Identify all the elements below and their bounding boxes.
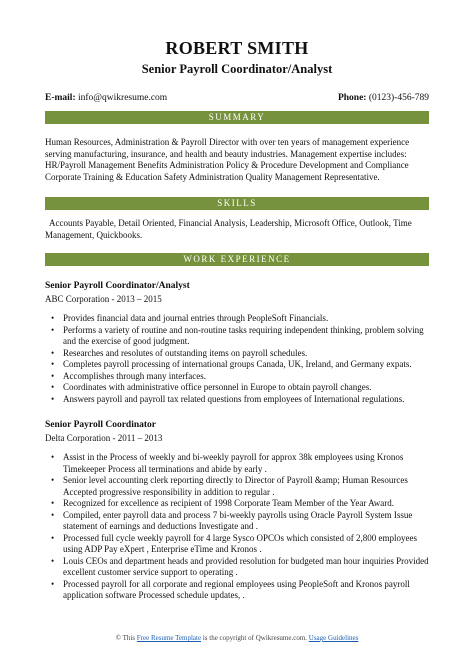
job-bullet-list [45,313,429,405]
job-company-dates: ABC Corporation - 2013 – 2015 [45,294,162,304]
job-company-dates: Delta Corporation - 2011 – 2013 [45,433,163,443]
skills-section-header: SKILLS [45,197,429,210]
work-experience-section-header: WORK EXPERIENCE [45,253,429,266]
list-item: • Accomplishes through many interfaces. [45,371,429,383]
summary-section-header: SUMMARY [45,111,429,124]
email-value[interactable]: info@qwikresume.com [77,93,168,103]
contact-row [45,93,429,107]
list-item: • Louis CEOs and department heads and provided resolution for budgeted man hour inquiries Provided excellent customer service support to operating . [45,556,429,579]
email-block [45,93,167,103]
free-resume-template-link[interactable]: Free Resume Template [136,634,202,642]
list-item: • Recognized for excellence as recipient of 1998 Corporate Team Member of the Year Award. [45,498,429,510]
list-item: • Researches and resolutes of outstanding items on payroll schedules. [45,348,429,360]
usage-guidelines-link[interactable]: Usage Guidelines [308,634,359,642]
job-title: Senior Payroll Coordinator [45,420,157,430]
candidate-name: ROBERT SMITH [165,38,309,58]
summary-text: Human Resources, Administration & Payroll Director with over ten years of management experience serving manufacturing, insurance, and health and beauty industries. Management expertise includes: HR/Payroll Management Benefits Administration Policy & Procedure Development and Compliance Corporate Training & Education Safety Administration Quality Management Representative. [45,137,410,182]
job-title: Senior Payroll Coordinator/Analyst [45,281,190,291]
job-bullet-list [45,452,429,602]
skills-text: Accounts Payable, Detail Oriented, Financial Analysis, Leadership, Microsoft Office, Outlook, Time Management, Quickbooks. [45,218,412,240]
list-item: • Coordinates with administrative office personnel in Europe to obtain payroll changes. [45,382,429,394]
list-item: • Answers payroll and payroll tax related questions from employees of International regulations. [45,394,429,406]
list-item: • Completes payroll processing of international groups Canada, UK, Ireland, and Germany expats. [45,359,429,371]
list-item: • Processed full cycle weekly payroll for 4 large Sysco OPCOs which consisted of 2,800 employees using ADP Pay eXpert , Enterprise eTime and Kronos . [45,533,429,556]
phone-block [338,93,429,103]
list-item: • Senior level accounting clerk reporting directly to Director of Payroll &amp; Human Resources Accepted progressive responsibility in addition to regular . [45,475,429,498]
list-item: • Assist in the Process of weekly and bi-weekly payroll for approx 38k employees using Kronos Timekeeper Process all terminations and abide by early . [45,452,429,475]
phone-label: Phone: [337,93,367,103]
list-item: • Provides financial data and journal entries through PeopleSoft Financials. [45,313,429,325]
copyright-footer [0,634,474,642]
email-label: E-mail: [45,93,76,103]
list-item: • Processed payroll for all corporate and regional employees using PeopleSoft and Kronos payroll application software Processed schedule updates, . [45,579,429,602]
candidate-title: Senior Payroll Coordinator/Analyst [141,62,333,76]
list-item: • Performs a variety of routine and non-routine tasks requiring independent thinking, problem solving and the exercise of good judgment. [45,325,429,348]
footer-prefix: © This [115,634,136,642]
footer-copyright-text: is the copyright of Qwikresume.com. [202,634,308,642]
list-item: • Compiled, enter payroll data and process 7 bi-weekly payrolls using Oracle Payroll System Issue statement of earnings and deductions Investigate and . [45,510,429,533]
phone-value: (0123)-456-789 [368,93,429,103]
